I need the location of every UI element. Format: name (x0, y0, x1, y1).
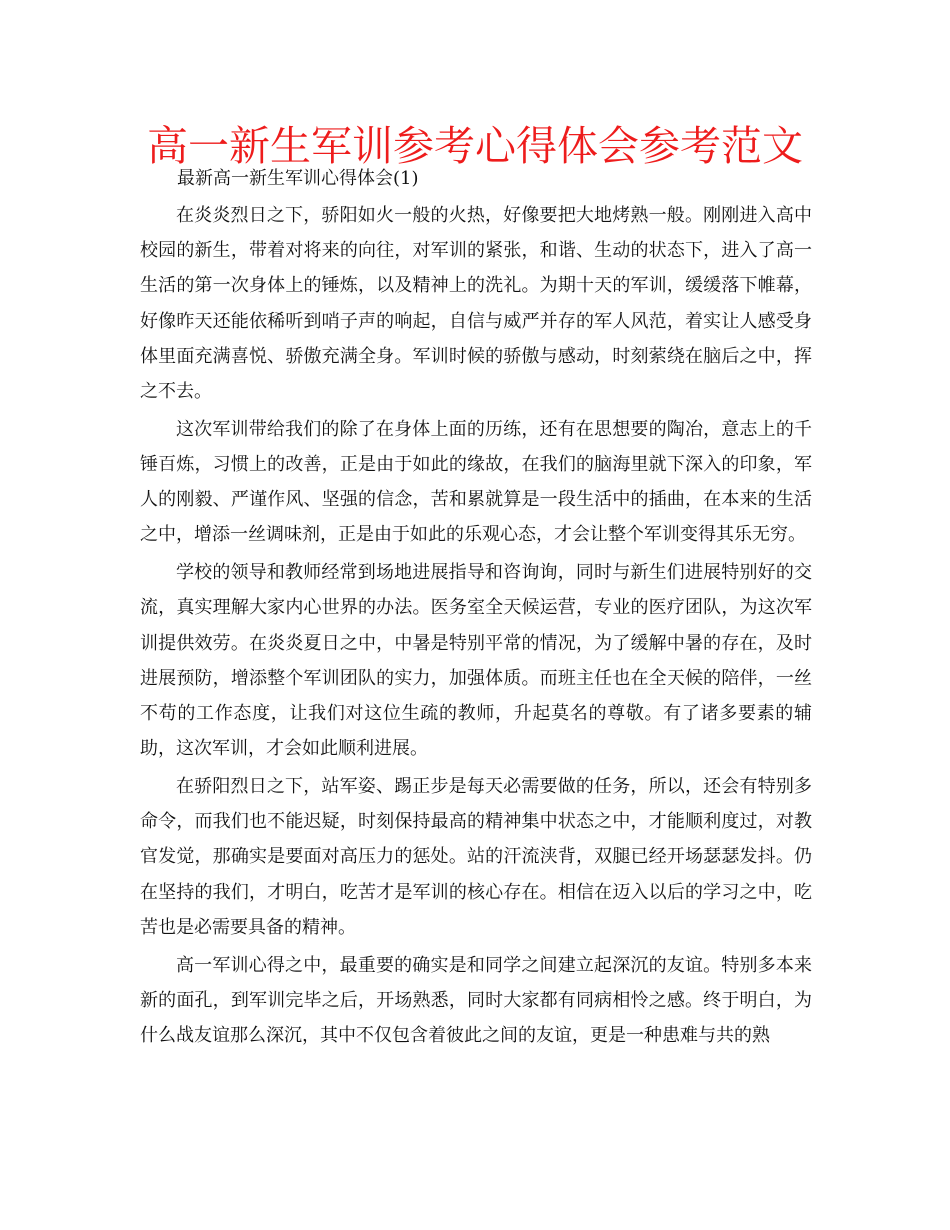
paragraph-5: 高一军训心得之中，最重要的确实是和同学之间建立起深沉的友谊。特别多本来新的面孔，到军训完毕之后，开场熟悉，同时大家都有同病相怜之感。终于明白，为什么战友谊那么深沉，其中不仅包含着彼此之间的友谊，更是一种患难与共的熟 (140, 954, 812, 1047)
document-subtitle: 最新高一新生军训心得体会(1) (177, 168, 419, 189)
document-body (140, 198, 812, 1056)
paragraph-2: 这次军训带给我们的除了在身体上面的历练，还有在思想要的陶冶，意志上的千锤百炼，习惯上的改善，正是由于如此的缘故，在我们的脑海里就下深入的印象，军人的刚毅、严谨作风、坚强的信念，苦和累就算是一段生活中的插曲，在本来的生活之中，增添一丝调味剂，正是由于如此的乐观心态，才会让整个军训变得其乐无穷。 (140, 418, 812, 546)
paragraph-4: 在骄阳烈日之下，站军姿、踢正步是每天必需要做的任务，所以，还会有特别多命令，而我们也不能迟疑，时刻保持最高的精神集中状态之中，才能顺利度过，对教官发觉，那确实是要面对高压力的惩处。站的汗流浃背，双腿已经开场瑟瑟发抖。仍在坚持的我们，才明白，吃苦才是军训的核心存在。相信在迈入以后的学习之中，吃苦也是必需要具备的精神。 (140, 776, 812, 938)
paragraph-1: 在炎炎烈日之下，骄阳如火一般的火热，好像要把大地烤熟一般。刚刚进入高中校园的新生，带着对将来的向往，对军训的紧张，和谐、生动的状态下，进入了高一生活的第一次身体上的锤炼，以及精神上的洗礼。为期十天的军训，缓缓落下帷幕，好像昨天还能依稀听到哨子声的响起，自信与威严并存的军人风范，着实让人感受身体里面充满喜悦、骄傲充满全身。军训时候的骄傲与感动，时刻萦绕在脑后之中，挥之不去。 (140, 205, 812, 403)
paragraph-3: 学校的领导和教师经常到场地进展指导和咨询询，同时与新生们进展特别好的交流，真实理解大家内心世界的办法。医务室全天候运营，专业的医疗团队，为这次军训提供效劳。在炎炎夏日之中，中暑是特别平常的情况，为了缓解中暑的存在，及时进展预防，增添整个军训团队的实力，加强体质。而班主任也在全天候的陪伴，一丝不苟的工作态度，让我们对这位生疏的教师，升起莫名的尊敬。有了诸多要素的辅助，这次军训，才会如此顺利进展。 (140, 562, 812, 760)
document-title: 高一新生军训参考心得体会参考范文 (147, 122, 803, 170)
